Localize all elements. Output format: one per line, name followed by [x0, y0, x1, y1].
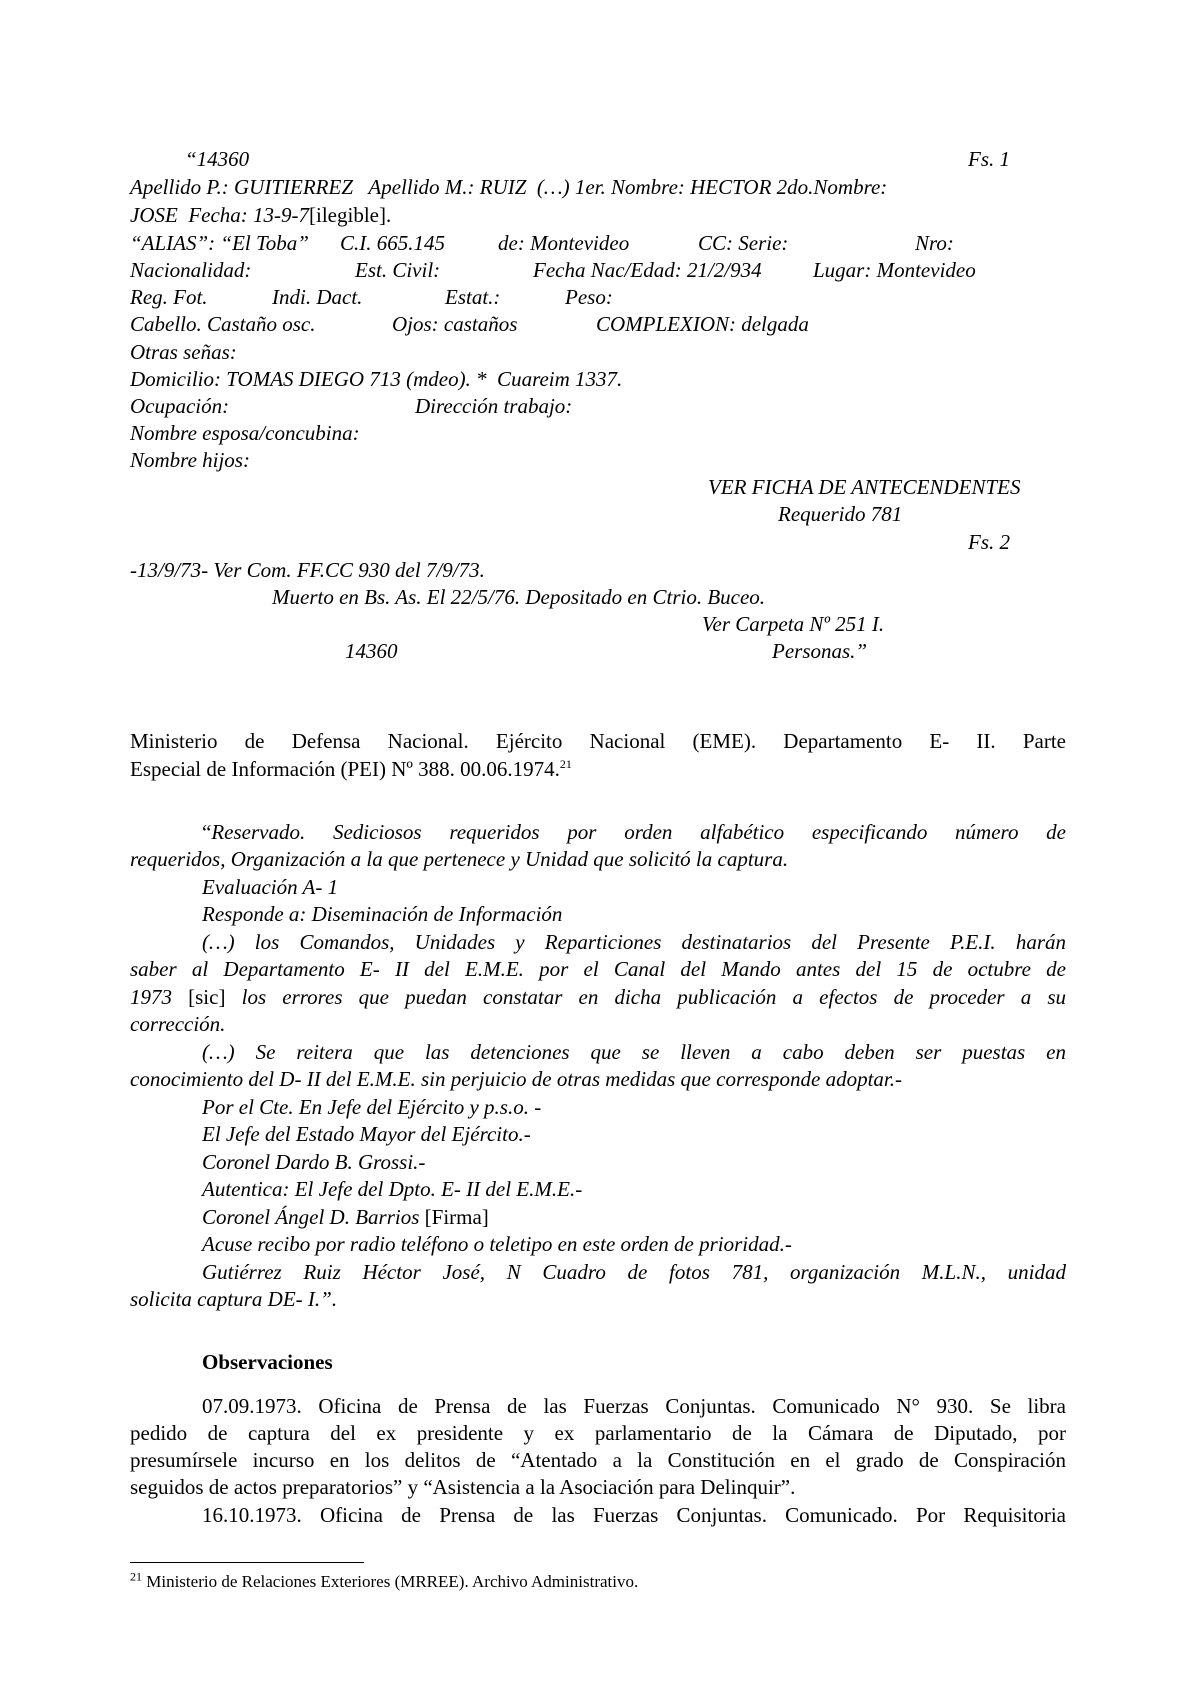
quote-evaluacion: Evaluación A- 1: [202, 875, 339, 899]
quote-p3-line-1: (…) Se reitera que las detenciones que se lleven a cabo deben ser puestas en: [202, 1040, 1066, 1064]
quote-p4-line-1: Gutiérrez Ruiz Héctor José, N Cuadro de fotos 781, organización M.L.N., unidad: [202, 1260, 1066, 1284]
ficha-requerido: Requerido 781: [778, 502, 903, 526]
quote-line-1: [202, 818, 1066, 846]
ficha-carpeta: Ver Carpeta Nº 251 I.: [702, 612, 885, 636]
quote-acuse: Acuse recibo por radio teléfono o teletipo en este orden de prioridad.-: [202, 1232, 792, 1256]
footnote-ref: 21: [559, 757, 572, 771]
ficha-personas: Personas.”: [772, 639, 868, 663]
quote-barrios: Coronel Ángel D. Barrios: [202, 1205, 420, 1229]
ficha-indi-dact: Indi. Dact.: [272, 285, 363, 309]
observaciones-heading: Observaciones: [202, 1350, 333, 1374]
quote-p2-line-2: saber al Departamento E- II del E.M.E. por el Canal del Mando antes del 15 de octubre de: [130, 957, 1066, 981]
ficha-folio-1: Fs. 1: [968, 147, 1010, 171]
quote-sic: [sic]: [188, 985, 226, 1009]
ficha-ilegible: [ilegible].: [309, 203, 392, 227]
ficha-est-civil: Est. Civil:: [355, 258, 441, 282]
footnote-separator: [130, 1562, 364, 1563]
ficha-nacionalidad: Nacionalidad:: [130, 258, 252, 282]
quote-p4-line-2: solicita captura DE- I.”.: [130, 1287, 338, 1311]
quote-errores: los errores que puedan constatar en dicha publicación a efectos de proceder a su: [241, 985, 1067, 1009]
ficha-peso: Peso:: [565, 285, 613, 309]
source-line-2: [130, 755, 572, 783]
quote-firma: [Firma]: [424, 1205, 489, 1229]
observaciones-entry-2-line-1: 16.10.1973. Oficina de Prensa de las Fuerzas Conjuntas. Comunicado. Por Requisitoria: [202, 1503, 1066, 1527]
quote-responde: Responde a: Diseminación de Información: [202, 902, 563, 926]
quote-p2-line-1: (…) los Comandos, Unidades y Reparticiones destinatarios del Presente P.E.I. harán: [202, 930, 1066, 954]
ficha-lugar: Lugar: Montevideo: [813, 258, 976, 282]
quote-signature-2: El Jefe del Estado Mayor del Ejército.-: [202, 1122, 531, 1146]
ficha-cabello: Cabello. Castaño osc.: [130, 312, 316, 336]
ficha-ci: C.I. 665.145: [340, 231, 445, 255]
quote-signature-1: Por el Cte. En Jefe del Ejército y p.s.o. -: [202, 1095, 542, 1119]
quote-open-mark: “: [202, 820, 212, 844]
ficha-folio-2: Fs. 2: [968, 530, 1010, 554]
footnote: [130, 1571, 638, 1593]
ficha-reg-fot: Reg. Fot.: [130, 285, 208, 309]
ficha-complexion: COMPLEXION: delgada: [596, 312, 809, 336]
quote-signature-5: [202, 1203, 489, 1231]
quote-year: 1973: [130, 985, 172, 1009]
source-line-1: Ministerio de Defensa Nacional. Ejército Nacional (EME). Departamento E- II. Parte: [130, 729, 1066, 753]
footnote-number: 21: [130, 1569, 142, 1584]
quote-p3-line-2: conocimiento del D- II del E.M.E. sin perjuicio de otras medidas que corresponde adoptar.-: [130, 1067, 902, 1091]
quote-reservado: Reservado. Sediciosos requeridos por orden alfabético especificando número de: [211, 820, 1066, 844]
ficha-domicilio: Domicilio: TOMAS DIEGO 713 (mdeo). * Cuareim 1337.: [130, 367, 623, 391]
observaciones-entry-1-line-1: 07.09.1973. Oficina de Prensa de las Fuerzas Conjuntas. Comunicado N° 930. Se libra: [202, 1394, 1066, 1418]
ficha-direccion-trabajo: Dirección trabajo:: [415, 394, 573, 418]
quote-line-2: requeridos, Organización a la que pertenece y Unidad que solicitó la captura.: [130, 847, 789, 871]
ficha-ci-origin: de: Montevideo: [498, 231, 630, 255]
ficha-muerto: Muerto en Bs. As. El 22/5/76. Depositado en Ctrio. Buceo.: [272, 585, 766, 609]
footnote-text: Ministerio de Relaciones Exteriores (MRREE). Archivo Administrativo.: [142, 1572, 639, 1591]
ficha-otras-senas: Otras señas:: [130, 340, 237, 364]
ficha-apellidos-line: Apellido P.: GUITIERREZ Apellido M.: RUIZ (…) 1er. Nombre: HECTOR 2do.Nombre:: [130, 175, 888, 199]
observaciones-entry-1-line-3: presumírsele incurso en los delitos de “Atentado a la Constitución en el grado de Conspiración: [130, 1448, 1066, 1472]
quote-p2-line-3: [130, 983, 1066, 1011]
ficha-number-bottom: 14360: [345, 639, 398, 663]
observaciones-entry-1-line-4: seguidos de actos preparatorios” y “Asistencia a la Asociación para Delinquir”.: [130, 1475, 796, 1499]
ficha-fecha-nac: Fecha Nac/Edad: 21/2/934: [533, 258, 762, 282]
ficha-fecha: JOSE Fecha: 13-9-7: [130, 203, 310, 227]
ficha-estat: Estat.:: [445, 285, 501, 309]
ficha-hijos: Nombre hijos:: [130, 448, 250, 472]
observaciones-entry-1-line-2: pedido de captura del ex presidente y ex parlamentario de la Cámara de Diputado, por: [130, 1421, 1066, 1445]
ficha-nro: Nro:: [915, 231, 954, 255]
ficha-cc-serie: CC: Serie:: [698, 231, 789, 255]
ficha-alias: “ALIAS”: “El Toba”: [130, 231, 309, 255]
ficha-ver-com: -13/9/73- Ver Com. FF.CC 930 del 7/9/73.: [130, 558, 485, 582]
quote-signature-3: Coronel Dardo B. Grossi.-: [202, 1150, 426, 1174]
ficha-ocupacion: Ocupación:: [130, 394, 230, 418]
quote-p2-line-4: corrección.: [130, 1012, 226, 1036]
ficha-number: “14360: [185, 147, 250, 171]
ficha-esposa: Nombre esposa/concubina:: [130, 421, 360, 445]
ficha-ojos: Ojos: castaños: [392, 312, 518, 336]
quote-signature-4: Autentica: El Jefe del Dpto. E- II del E.M.E.-: [202, 1177, 583, 1201]
ficha-ver-antecedentes: VER FICHA DE ANTECENDENTES: [708, 475, 1021, 499]
ficha-jose-fecha-line: [130, 201, 391, 229]
source-citation: Especial de Información (PEI) Nº 388. 00.06.1974.: [130, 757, 560, 781]
